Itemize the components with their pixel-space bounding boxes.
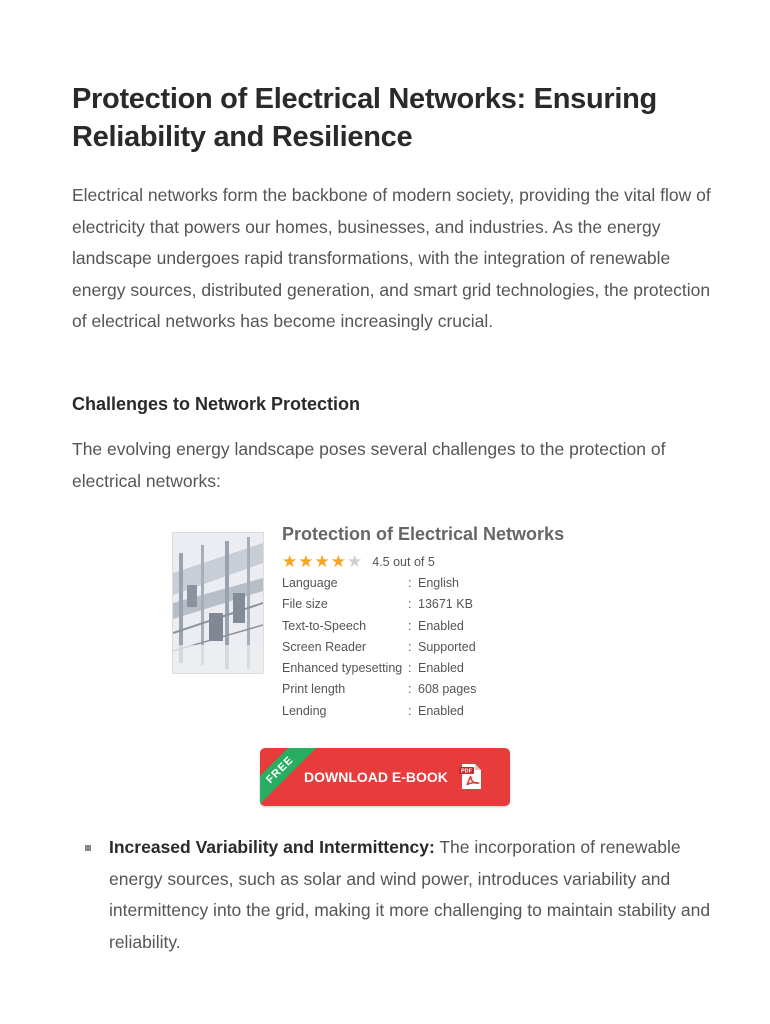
star-full-icon: ★ bbox=[298, 552, 314, 571]
download-ebook-button[interactable] bbox=[260, 748, 510, 806]
detail-separator: : bbox=[408, 639, 412, 654]
list-item bbox=[72, 832, 712, 958]
detail-row bbox=[282, 637, 476, 658]
download-button-label: DOWNLOAD E-BOOK bbox=[304, 769, 448, 785]
pdf-badge-text: PDF bbox=[461, 768, 472, 775]
page-title: Protection of Electrical Networks: Ensuring Reliability and Resilience bbox=[72, 83, 657, 153]
detail-separator: : bbox=[408, 597, 412, 612]
detail-label: File size bbox=[282, 597, 328, 612]
detail-label: Print length bbox=[282, 682, 346, 697]
section-intro: The evolving energy landscape poses several challenges to the protection of electrical networks: bbox=[72, 439, 666, 491]
book-details bbox=[282, 573, 476, 722]
detail-value: Supported bbox=[418, 639, 476, 654]
detail-row bbox=[282, 679, 476, 700]
section-heading: Challenges to Network Protection bbox=[72, 394, 361, 414]
detail-value: Enabled bbox=[418, 618, 464, 633]
detail-label: Language bbox=[282, 576, 338, 590]
detail-label: Text-to-Speech bbox=[282, 618, 367, 633]
detail-value: 13671 KB bbox=[418, 597, 473, 612]
detail-label: Screen Reader bbox=[282, 639, 367, 654]
challenge-term: Increased Variability and Intermittency: bbox=[109, 837, 435, 857]
detail-separator: : bbox=[408, 576, 412, 590]
detail-row bbox=[282, 594, 476, 615]
detail-row bbox=[282, 701, 476, 722]
detail-value: Enabled bbox=[418, 661, 464, 676]
intro-paragraph: Electrical networks form the backbone of modern society, providing the vital flow of electricity that powers our homes, businesses, and industries. As the energy landscape undergoes rapid transformations, with the integration of renewable energy sources, distributed generation, and smart grid technologies, the protection of electrical networks has become increasingly crucial. bbox=[72, 185, 711, 331]
detail-row bbox=[282, 573, 476, 594]
rating-text: 4.5 out of 5 bbox=[372, 555, 435, 569]
detail-label: Lending bbox=[282, 703, 327, 718]
pdf-icon bbox=[458, 763, 484, 796]
detail-label: Enhanced typesetting bbox=[282, 661, 403, 676]
star-full-icon: ★ bbox=[330, 552, 346, 571]
detail-separator: : bbox=[408, 703, 412, 718]
star-full-icon: ★ bbox=[314, 552, 330, 571]
free-ribbon: FREE bbox=[260, 748, 322, 806]
challenge-text: The incorporation of renewable energy sources, such as solar and wind power, introduces variability and intermittency into the grid, making it more challenging to maintain stability and reliability. bbox=[109, 837, 711, 952]
detail-separator: : bbox=[408, 618, 412, 633]
detail-value: 608 pages bbox=[418, 682, 477, 697]
detail-value: Enabled bbox=[418, 703, 464, 718]
star-full-icon: ★ bbox=[282, 552, 298, 571]
bullet-marker bbox=[85, 845, 91, 851]
detail-separator: : bbox=[408, 682, 412, 697]
book-title[interactable]: Protection of Electrical Networks bbox=[282, 524, 565, 544]
book-cover-image[interactable] bbox=[172, 532, 264, 674]
detail-row bbox=[282, 658, 476, 679]
detail-separator: : bbox=[408, 661, 412, 676]
star-rating bbox=[282, 553, 435, 571]
challenges-list bbox=[72, 832, 712, 958]
star-empty-icon: ★ bbox=[347, 552, 363, 571]
detail-row bbox=[282, 616, 476, 637]
detail-value: English bbox=[418, 576, 459, 590]
